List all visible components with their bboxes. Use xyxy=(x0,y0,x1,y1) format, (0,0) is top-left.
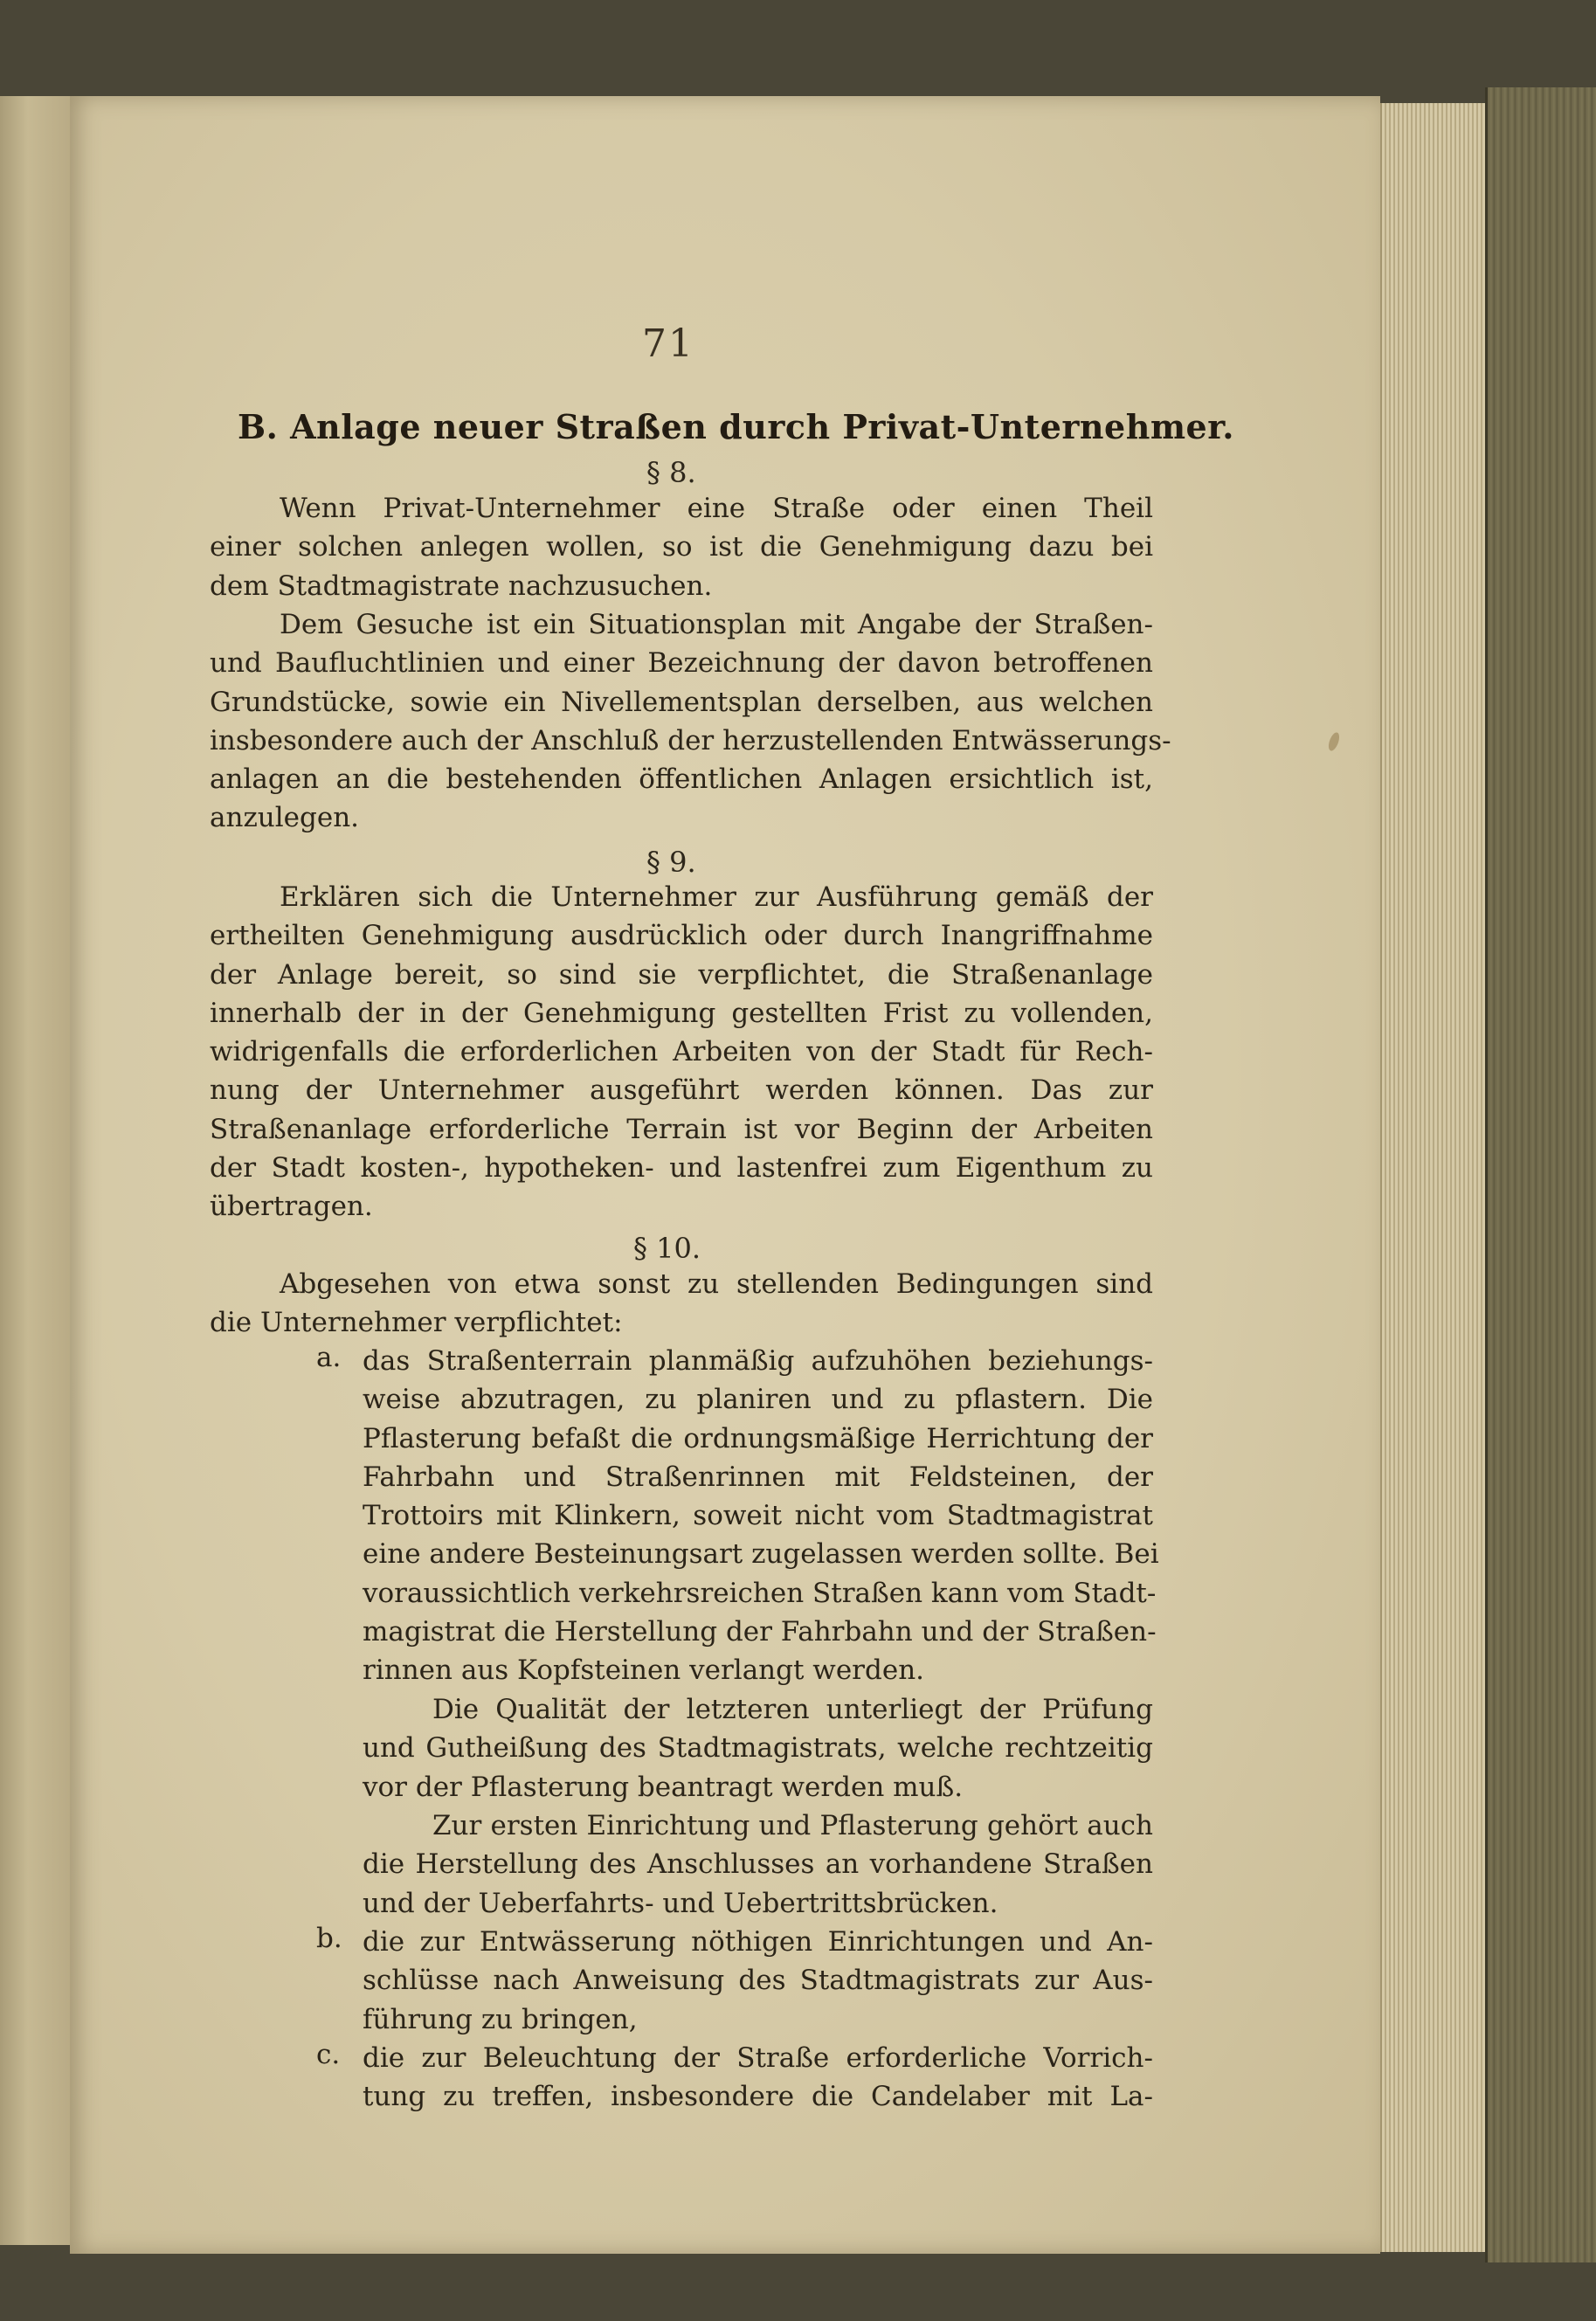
text-line: die Herstellung des Anschlusses an vorhandene Straßen xyxy=(363,1848,1153,1881)
text-line: das Straßenterrain planmäßig aufzuhöhen beziehungs- xyxy=(363,1345,1153,1377)
page-block-edge xyxy=(1380,103,1496,2252)
text-line: dem Stadtmagistrate nachzusuchen. xyxy=(210,570,713,602)
text-line: vor der Pflasterung beantragt werden muß. xyxy=(363,1771,964,1803)
text-line: die zur Beleuchtung der Straße erforderliche Vorrich- xyxy=(363,2042,1153,2074)
text-line: tung zu treffen, insbesondere die Candelaber mit La- xyxy=(363,2081,1153,2113)
list-item-b-body xyxy=(363,1923,1153,2039)
text-line: weise abzutragen, zu planiren und zu pflastern. Die xyxy=(363,1384,1153,1416)
text-line: eine andere Besteinungsart zugelassen werden sollte. Bei xyxy=(363,1538,1159,1571)
text-line: Pflasterung befaßt die ordnungsmäßige Herrichtung der xyxy=(363,1422,1153,1454)
text-line: Straßenanlage erforderliche Terrain ist vor Beginn der Arbeiten xyxy=(210,1113,1153,1145)
section-8-paragraph-2 xyxy=(210,605,1171,838)
text-line: schlüsse nach Anweisung des Stadtmagistrats zur Aus- xyxy=(363,1965,1153,1997)
text-line: Fahrbahn und Straßenrinnen mit Feldsteinen, der xyxy=(363,1461,1153,1493)
text-line: und der Ueberfahrts- und Uebertrittsbrücken. xyxy=(363,1887,998,1919)
text-line: übertragen. xyxy=(210,1191,373,1223)
text-line: Dem Gesuche ist ein Situationsplan mit Angabe der Straßen- xyxy=(280,609,1153,640)
text-line: und Gutheißung des Stadtmagistrats, welche rechtzeitig xyxy=(363,1732,1153,1765)
text-line: anlagen an die bestehenden öffentlichen Anlagen ersichtlich ist, xyxy=(210,763,1153,796)
section-10-label: § 10. xyxy=(633,1232,701,1265)
text-line: insbesondere auch der Anschluß der herzustellenden Entwässerungs- xyxy=(210,724,1171,756)
section-9-label: § 9. xyxy=(646,846,696,879)
text-line: voraussichtlich verkehrsreichen Straßen kann vom Stadt- xyxy=(363,1577,1157,1609)
list-item-c-label: c. xyxy=(316,2039,341,2070)
text-line: rinnen aus Kopfsteinen verlangt werden. xyxy=(363,1654,925,1687)
text-line: Die Qualität der letzteren unterliegt der Prüfung xyxy=(432,1694,1153,1725)
text-line: Wenn Privat-Unternehmer eine Straße oder einen Theil xyxy=(280,493,1153,524)
text-line: führung zu bringen, xyxy=(363,2003,638,2035)
text-line: anzulegen. xyxy=(210,802,360,834)
text-line: und Baufluchtlinien und einer Bezeichnung der davon betroffenen xyxy=(210,647,1153,680)
section-heading: B. Anlage neuer Straßen durch Privat-Unternehmer. xyxy=(238,407,1234,446)
text-line: Erklären sich die Unternehmer zur Ausführung gemäß der xyxy=(280,881,1153,913)
section-8-label: § 8. xyxy=(646,456,696,489)
section-9-paragraph xyxy=(210,878,1153,1226)
text-line: die zur Entwässerung nöthigen Einrichtungen und An- xyxy=(363,1926,1153,1958)
text-line: nung der Unternehmer ausgeführt werden können. Das zur xyxy=(210,1074,1153,1107)
text-line: der Stadt kosten-, hypotheken- und lastenfrei zum Eigenthum zu xyxy=(210,1152,1153,1185)
section-8-paragraph-1 xyxy=(210,489,1153,605)
section-10-intro xyxy=(210,1265,1153,1343)
text-line: Abgesehen von etwa sonst zu stellenden Bedingungen sind xyxy=(280,1268,1153,1300)
list-item-a-subparagraph-2 xyxy=(363,1806,1153,1923)
text-line: Grundstücke, sowie ein Nivellementsplan derselben, aus welchen xyxy=(210,686,1153,718)
text-line: die Unternehmer verpflichtet: xyxy=(210,1307,623,1339)
text-line: der Anlage bereit, so sind sie verpflichtet, die Straßenanlage xyxy=(210,958,1153,991)
page-number: 71 xyxy=(642,321,694,366)
list-item-a-subparagraph-1 xyxy=(363,1690,1153,1806)
text-line: widrigenfalls die erforderlichen Arbeiten von der Stadt für Rech- xyxy=(210,1036,1153,1068)
list-item-a-body xyxy=(363,1342,1159,1690)
text-line: magistrat die Herstellung der Fahrbahn und der Straßen- xyxy=(363,1616,1157,1648)
text-line: Zur ersten Einrichtung und Pflasterung gehört auch xyxy=(432,1810,1153,1841)
list-item-a-label: a. xyxy=(316,1342,342,1373)
text-line: Trottoirs mit Klinkern, soweit nicht vom Stadtmagistrat xyxy=(363,1500,1153,1532)
text-line: ertheilten Genehmigung ausdrücklich oder durch Inangriffnahme xyxy=(210,920,1153,952)
text-line: innerhalb der in der Genehmigung gestellten Frist zu vollenden, xyxy=(210,997,1153,1029)
list-item-b-label: b. xyxy=(316,1923,342,1954)
text-line: einer solchen anlegen wollen, so ist die Genehmigung dazu bei xyxy=(210,531,1153,563)
book-cover xyxy=(1485,87,1596,2262)
list-item-c-body xyxy=(363,2039,1153,2117)
previous-page-edge xyxy=(0,96,72,2245)
